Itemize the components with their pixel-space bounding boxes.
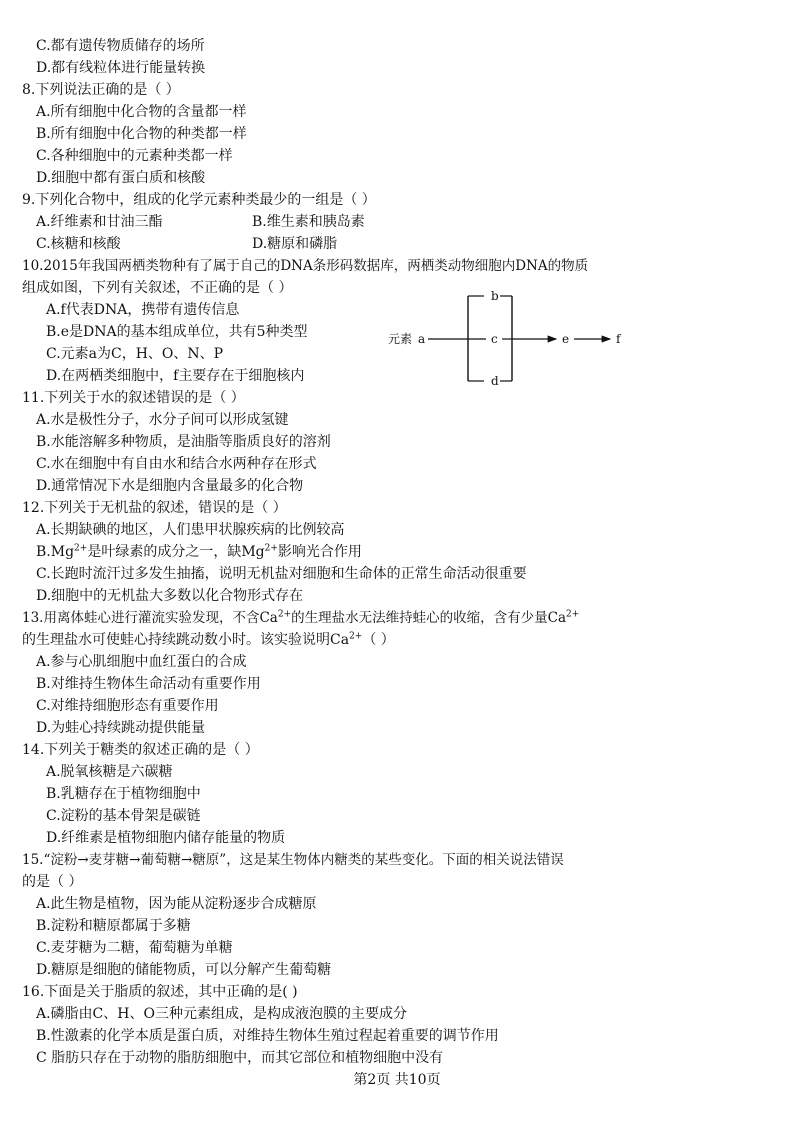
q12-option-b [36, 542, 362, 562]
q11-stem: 11.下列关于水的叙述错误的是（ ） [22, 390, 245, 406]
q15-stem-line2: 的是（ ） [22, 874, 83, 890]
diagram-label-b: b [491, 289, 499, 303]
q16-option-a: A.磷脂由C、H、O三种元素组成，是构成液泡膜的主要成分 [36, 1006, 407, 1022]
q16-option-c: C 脂肪只存在于动物的脂肪细胞中，而其它部位和植物细胞中没有 [36, 1050, 444, 1066]
q9-option-d: D.糖原和磷脂 [252, 236, 338, 252]
q15-option-a: A.此生物是植物，因为能从淀粉逐步合成糖原 [36, 896, 317, 912]
q7-option-c: C.都有遗传物质储存的场所 [36, 38, 205, 54]
q12-option-a: A.长期缺碘的地区，人们患甲状腺疾病的比例较高 [36, 522, 345, 538]
q14-option-b: B.乳糖存在于植物细胞中 [46, 786, 201, 802]
q8-stem: 8.下列说法正确的是（ ） [22, 82, 180, 98]
q14-option-c: C.淀粉的基本骨架是碳链 [46, 808, 201, 824]
q12-option-c: C.长跑时流汗过多发生抽搐，说明无机盐对细胞和生命体的正常生命活动很重要 [36, 566, 527, 582]
q13-stem1-part2: 的生理盐水无法维持蛙心的收缩，含有少量Ca [291, 610, 567, 626]
q8-option-d: D.细胞中都有蛋白质和核酸 [36, 170, 206, 186]
q10-option-b: B.e是DNA的基本组成单位，共有5种类型 [46, 324, 308, 340]
q12-b-part1: B.Mg [36, 544, 75, 560]
q13-stem1-sup1: 2+ [277, 609, 292, 620]
q13-stem1-sup2: 2+ [566, 609, 580, 620]
page-footer: 第2页 共10页 [353, 1072, 441, 1088]
q15-stem-line1: 15.“淀粉→麦芽糖→葡萄糖→糖原”，这是某生物体内糖类的某些变化。下面的相关说法错误 [22, 852, 564, 868]
diagram-label-a: a [418, 332, 426, 346]
q13-stem1-part1: 13.用离体蛙心进行灌流实验发现，不含Ca [22, 610, 278, 626]
q13-option-c: C.对维持细胞形态有重要作用 [36, 698, 219, 714]
q13-option-b: B.对维持生物体生命活动有重要作用 [36, 676, 261, 692]
q8-option-c: C.各种细胞中的元素种类都一样 [36, 148, 233, 164]
q12-stem: 12.下列关于无机盐的叙述，错误的是（ ） [22, 500, 287, 516]
q13-stem2-sup: 2+ [349, 631, 363, 642]
q11-option-d: D.通常情况下水是细胞内含量最多的化合物 [36, 478, 304, 494]
q13-stem-line2 [22, 630, 395, 650]
q7-option-d: D.都有线粒体进行能量转换 [36, 60, 206, 76]
q9-option-b: B.维生素和胰岛素 [252, 214, 365, 230]
q15-option-b: B.淀粉和糖原都属于多糖 [36, 918, 191, 934]
q10-stem-line2: 组成如图，下列有关叙述，不正确的是（ ） [22, 280, 293, 296]
q15-option-d: D.糖原是细胞的储能物质，可以分解产生葡萄糖 [36, 962, 332, 978]
q13-option-d: D.为蛙心持续跳动提供能量 [36, 720, 206, 736]
diagram-label-d: d [491, 374, 499, 388]
q13-stem-line1 [22, 608, 579, 628]
q11-option-b: B.水能溶解多种物质，是油脂等脂质良好的溶剂 [36, 434, 331, 450]
q16-option-b: B.性激素的化学本质是蛋白质，对维持生物体生殖过程起着重要的调节作用 [36, 1028, 499, 1044]
q9-stem: 9.下列化合物中，组成的化学元素种类最少的一组是（ ） [22, 192, 376, 208]
q13-stem2-part1: 的生理盐水可使蛙心持续跳动数小时。该实验说明Ca [22, 632, 350, 648]
q9-option-c: C.核糖和核酸 [36, 236, 121, 252]
q12-option-d: D.细胞中的无机盐大多数以化合物形式存在 [36, 588, 304, 604]
q14-stem: 14.下列关于糖类的叙述正确的是（ ） [22, 742, 259, 758]
diagram-label-element: 元素 [388, 332, 413, 346]
diagram-label-c: c [491, 332, 498, 346]
q11-option-a: A.水是极性分子，水分子间可以形成氢键 [36, 412, 289, 428]
q12-b-sup1: 2+ [74, 543, 88, 554]
q10-option-d: D.在两栖类细胞中，f主要存在于细胞核内 [46, 368, 305, 384]
q13-option-a: A.参与心肌细胞中血红蛋白的合成 [36, 654, 247, 670]
diagram-label-e: e [562, 332, 570, 346]
q10-option-a: A.f代表DNA，携带有遗传信息 [46, 302, 240, 318]
q12-b-part3: 影响光合作用 [277, 544, 362, 560]
q14-option-a: A.脱氧核糖是六碳糖 [46, 764, 173, 780]
q8-option-a: A.所有细胞中化合物的含量都一样 [36, 104, 247, 120]
q14-option-d: D.纤维素是植物细胞内储存能量的物质 [46, 830, 286, 846]
q12-b-sup2: 2+ [264, 543, 278, 554]
q11-option-c: C.水在细胞中有自由水和结合水两种存在形式 [36, 456, 317, 472]
q10-stem-line1: 10.2015年我国两栖类物种有了属于自己的DNA条形码数据库，两栖类动物细胞内DNA的物质 [22, 258, 589, 274]
diagram-label-f: f [616, 332, 621, 346]
dna-composition-diagram [388, 288, 648, 388]
q16-stem: 16.下面是关于脂质的叙述，其中正确的是( ) [22, 984, 298, 1000]
q15-option-c: C.麦芽糖为二糖，葡萄糖为单糖 [36, 940, 233, 956]
q8-option-b: B.所有细胞中化合物的种类都一样 [36, 126, 247, 142]
q12-b-part2: 是叶绿素的成分之一，缺Mg [87, 544, 265, 560]
q13-stem2-part2: （ ） [362, 632, 395, 648]
q9-option-a: A.纤维素和甘油三酯 [36, 214, 163, 230]
q10-option-c: C.元素a为C，H、O、N、P [46, 346, 224, 362]
